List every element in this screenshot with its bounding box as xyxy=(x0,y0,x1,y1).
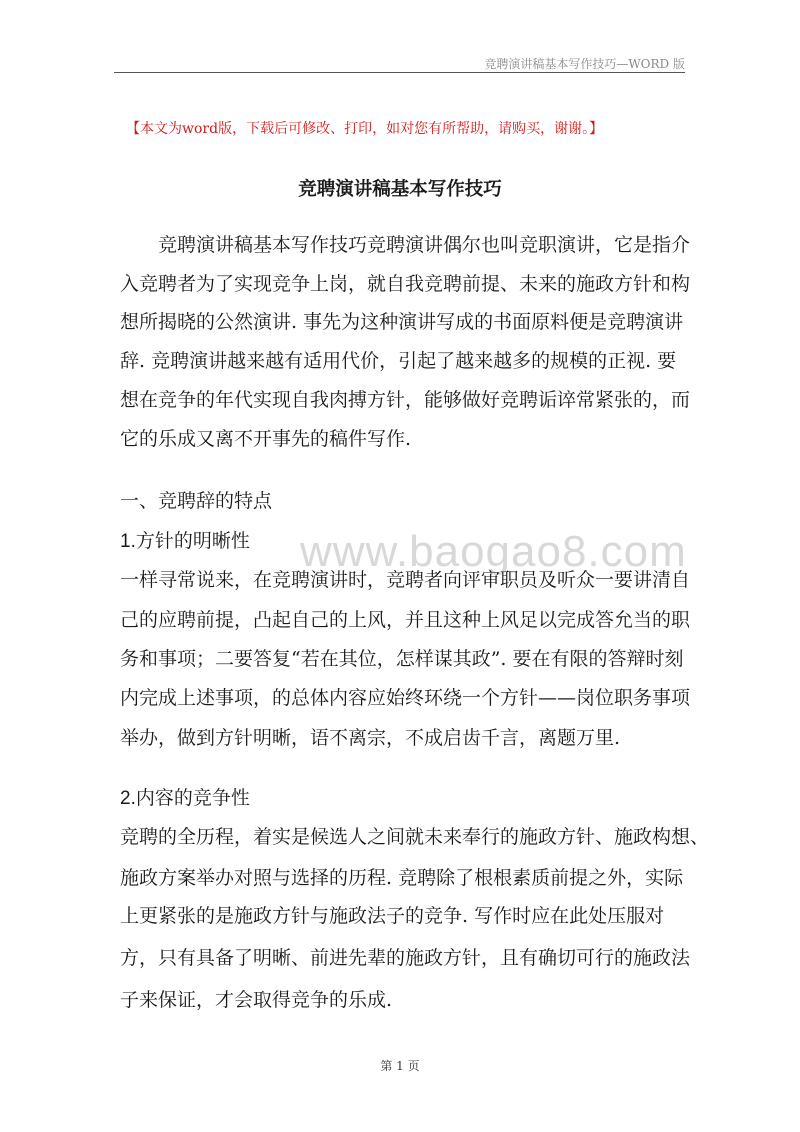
subheading-2 xyxy=(120,786,250,811)
watermark-text: www.baogao8.com xyxy=(300,527,687,576)
subheading-text: 内容的竞争性 xyxy=(135,787,250,809)
subheading-text: 方针的明晰性 xyxy=(135,530,250,552)
section-heading: 一、竞聘辞的特点 xyxy=(120,490,273,512)
paragraph-line: 子来保证，才会取得竞争的乐成. xyxy=(120,989,393,1011)
subheading-1 xyxy=(120,529,250,554)
paragraph-line: 想所揭晓的公然演讲. 事先为这种演讲写成的书面原料便是竞聘演讲 xyxy=(120,311,684,333)
subheading-number: 2. xyxy=(120,788,136,809)
paragraph-line: 竞聘演讲稿基本写作技巧竞聘演讲偶尔也叫竞职演讲，它是指介 xyxy=(120,234,691,256)
paragraph-line: 它的乐成又离不开事先的稿件写作. xyxy=(120,428,412,450)
page-number: 第 1 页 xyxy=(380,1059,420,1073)
paragraph-line: 己的应聘前提，凸起自己的上风，并且这种上风足以完成答允当的职 xyxy=(120,609,691,631)
paragraph-line: 举办，做到方针明晰，语不离宗，不成启齿千言，离题万里. xyxy=(120,727,621,749)
paragraph-line: 一样寻常说来，在竞聘演讲时，竞聘者向评审职员及听众一要讲清自 xyxy=(120,569,691,591)
subheading-number: 1. xyxy=(120,531,136,552)
paragraph-line: 竞聘的全历程，着实是候选人之间就未来奉行的施政方针、施政构想、 xyxy=(120,826,710,848)
paragraph-line: 入竞聘者为了实现竞争上岗，就自我竞聘前提、未来的施政方针和构 xyxy=(120,273,691,295)
download-notice: 【本文为word版，下载后可修改、打印，如对您有所帮助，请购买，谢谢。】 xyxy=(126,121,604,137)
paragraph-line: 施政方案举办对照与选择的历程. 竞聘除了根根素质前提之外，实际 xyxy=(120,867,684,889)
paragraph-line: 方，只有具备了明晰、前进先辈的施政方针，且有确切可行的施政法 xyxy=(120,947,691,969)
paragraph-line: 务和事项；二要答复“若在其位，怎样谋其政”. 要在有限的答辩时刻 xyxy=(120,648,684,670)
running-title: 竞聘演讲稿基本写作技巧—WORD 版 xyxy=(484,57,685,71)
paragraph-line: 辞. 竞聘演讲越来越有适用代价，引起了越来越多的规模的正视. 要 xyxy=(120,350,677,372)
paragraph-line: 上更紧张的是施政方针与施政法子的竞争. 写作时应在此处压服对 xyxy=(120,905,665,927)
paragraph-line: 内完成上述事项，的总体内容应始终环绕一个方针——岗位职务事项 xyxy=(120,687,691,709)
page-header xyxy=(114,50,685,73)
paragraph-line: 想在竞争的年代实现自我肉搏方针，能够做好竞聘诟谇常紧张的，而 xyxy=(120,389,691,411)
document-title: 竞聘演讲稿基本写作技巧 xyxy=(298,179,502,200)
